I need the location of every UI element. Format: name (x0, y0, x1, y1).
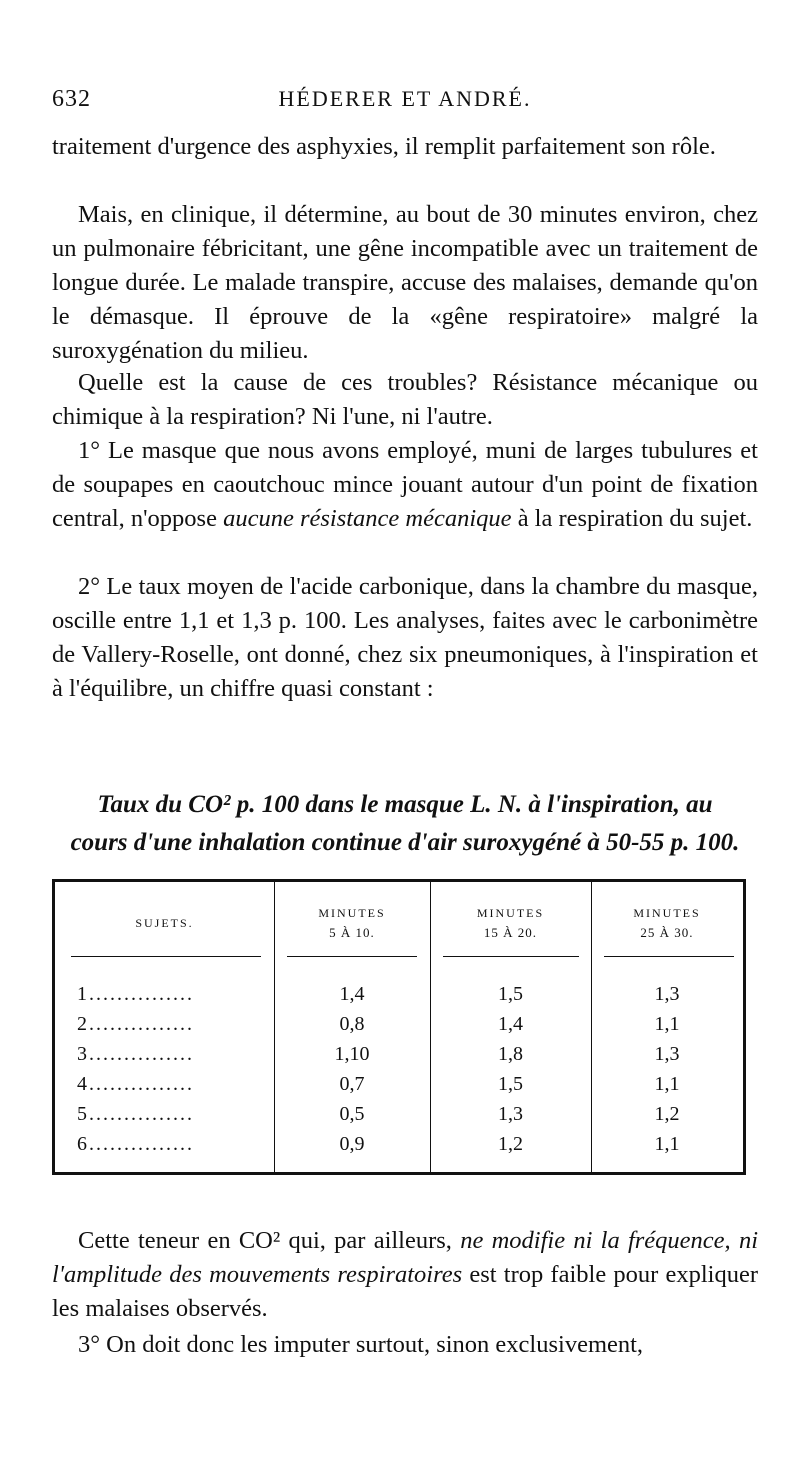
header-col-1-line-2: 5 À 10. (329, 925, 375, 940)
header-col-3-line-1: MINUTES (633, 906, 701, 920)
table-row (55, 1133, 743, 1163)
value-cell: 0,8 (339, 1013, 365, 1035)
paragraph-6-text-b: est trop faible pour expliquer les malaises observés. (52, 1261, 759, 1322)
subject-cell: 3............... (77, 1043, 194, 1065)
header-subjects-label: SUJETS. (135, 916, 194, 930)
value-cell: 1,2 (654, 1103, 680, 1125)
value-cell: 1,5 (498, 1073, 523, 1095)
value-cell: 1,1 (654, 1013, 680, 1035)
caption-line-1: Taux du CO² p. 100 dans le masque L. N. à l'inspiration, au (97, 791, 713, 818)
header-col-3-line-2: 25 À 30. (640, 925, 694, 940)
value-cell: 1,10 (334, 1043, 370, 1065)
table-caption (52, 786, 758, 862)
value-cell: 1,5 (498, 983, 523, 1005)
paragraph-5: 2° Le taux moyen de l'acide carbonique, dans la chambre du masque, oscille entre 1,1 et 1,3 p. 100. Les analyses, faites avec le carbonimètre de Vallery-Roselle, ont donné, chez six pneumoniques, à l'inspiration et à l'équilibre, un chiffre quasi constant : (52, 573, 758, 702)
header-subjects (55, 882, 274, 964)
table-row (55, 1043, 743, 1073)
subject-cell: 4............... (77, 1073, 194, 1095)
value-cell: 0,5 (339, 1103, 365, 1125)
table-row (55, 983, 743, 1013)
paragraph-4 (52, 434, 758, 536)
paragraph-2: Mais, en clinique, il détermine, au bout de 30 minutes environ, chez un pulmonaire fébricitant, une gêne incompatible avec un traitement de longue durée. Le malade transpire, accuse des malaises, demande qu'on le démasque. Il éprouve de la «gêne respiratoire» malgré la suroxygénation du milieu. (52, 201, 758, 364)
header-col-2 (430, 882, 591, 964)
running-title: HÉDERER ET ANDRÉ. (278, 86, 532, 111)
table-header (55, 882, 743, 964)
header-col-1 (274, 882, 430, 964)
paragraph-7: 3° On doit donc les imputer surtout, sinon exclusivement, (78, 1331, 644, 1358)
value-cell: 0,7 (339, 1073, 365, 1095)
paragraph-6-text-a: Cette teneur en CO² qui, par ailleurs, (78, 1227, 452, 1254)
paragraph-6-emphasis: ne modifie ni la fréquence, ni l'amplitude des mouvements respiratoires (52, 1227, 759, 1288)
co2-table (52, 879, 746, 1175)
header-col-1-line-1: MINUTES (318, 906, 386, 920)
subject-cell: 1............... (77, 983, 194, 1005)
value-cell: 1,2 (498, 1133, 523, 1155)
paragraph-4-emphasis: aucune résistance mécanique (223, 505, 512, 532)
value-cell: 1,3 (654, 1043, 680, 1065)
header-col-3 (591, 882, 743, 964)
subject-cell: 5............... (77, 1103, 194, 1125)
header-col-2-line-1: MINUTES (476, 906, 545, 920)
value-cell: 1,1 (654, 1073, 680, 1095)
value-cell: 1,1 (654, 1133, 680, 1155)
table-row (55, 1073, 743, 1103)
header-col-2-line-2: 15 À 20. (483, 925, 538, 940)
value-cell: 1,3 (498, 1103, 523, 1125)
subject-cell: 2............... (77, 1013, 194, 1035)
subject-cell: 6............... (77, 1133, 194, 1155)
paragraph-6 (52, 1224, 758, 1326)
paragraph-4-text-b: à la respiration du sujet. (517, 505, 753, 532)
value-cell: 1,4 (498, 1013, 523, 1035)
value-cell: 0,9 (339, 1133, 365, 1155)
page-header (52, 86, 758, 116)
caption-line-2: cours d'une inhalation continue d'air suroxygéné à 50-55 p. 100. (70, 829, 740, 856)
value-cell: 1,3 (654, 983, 680, 1005)
page-number: 632 (52, 86, 91, 112)
table-row (55, 1103, 743, 1133)
table-row (55, 1013, 743, 1043)
value-cell: 1,8 (498, 1043, 523, 1065)
paragraph-1: traitement d'urgence des asphyxies, il remplit parfaitement son rôle. (52, 133, 716, 160)
paragraph-3: Quelle est la cause de ces troubles? Résistance mécanique ou chimique à la respiration? Ni l'une, ni l'autre. (52, 369, 758, 430)
paragraph-4-text-a: 1° Le masque que nous avons employé, muni de larges tubulures et de soupapes en caoutchouc mince jouant autour d'un point de fixation central, n'oppose (52, 437, 758, 532)
value-cell: 1,4 (339, 983, 365, 1005)
